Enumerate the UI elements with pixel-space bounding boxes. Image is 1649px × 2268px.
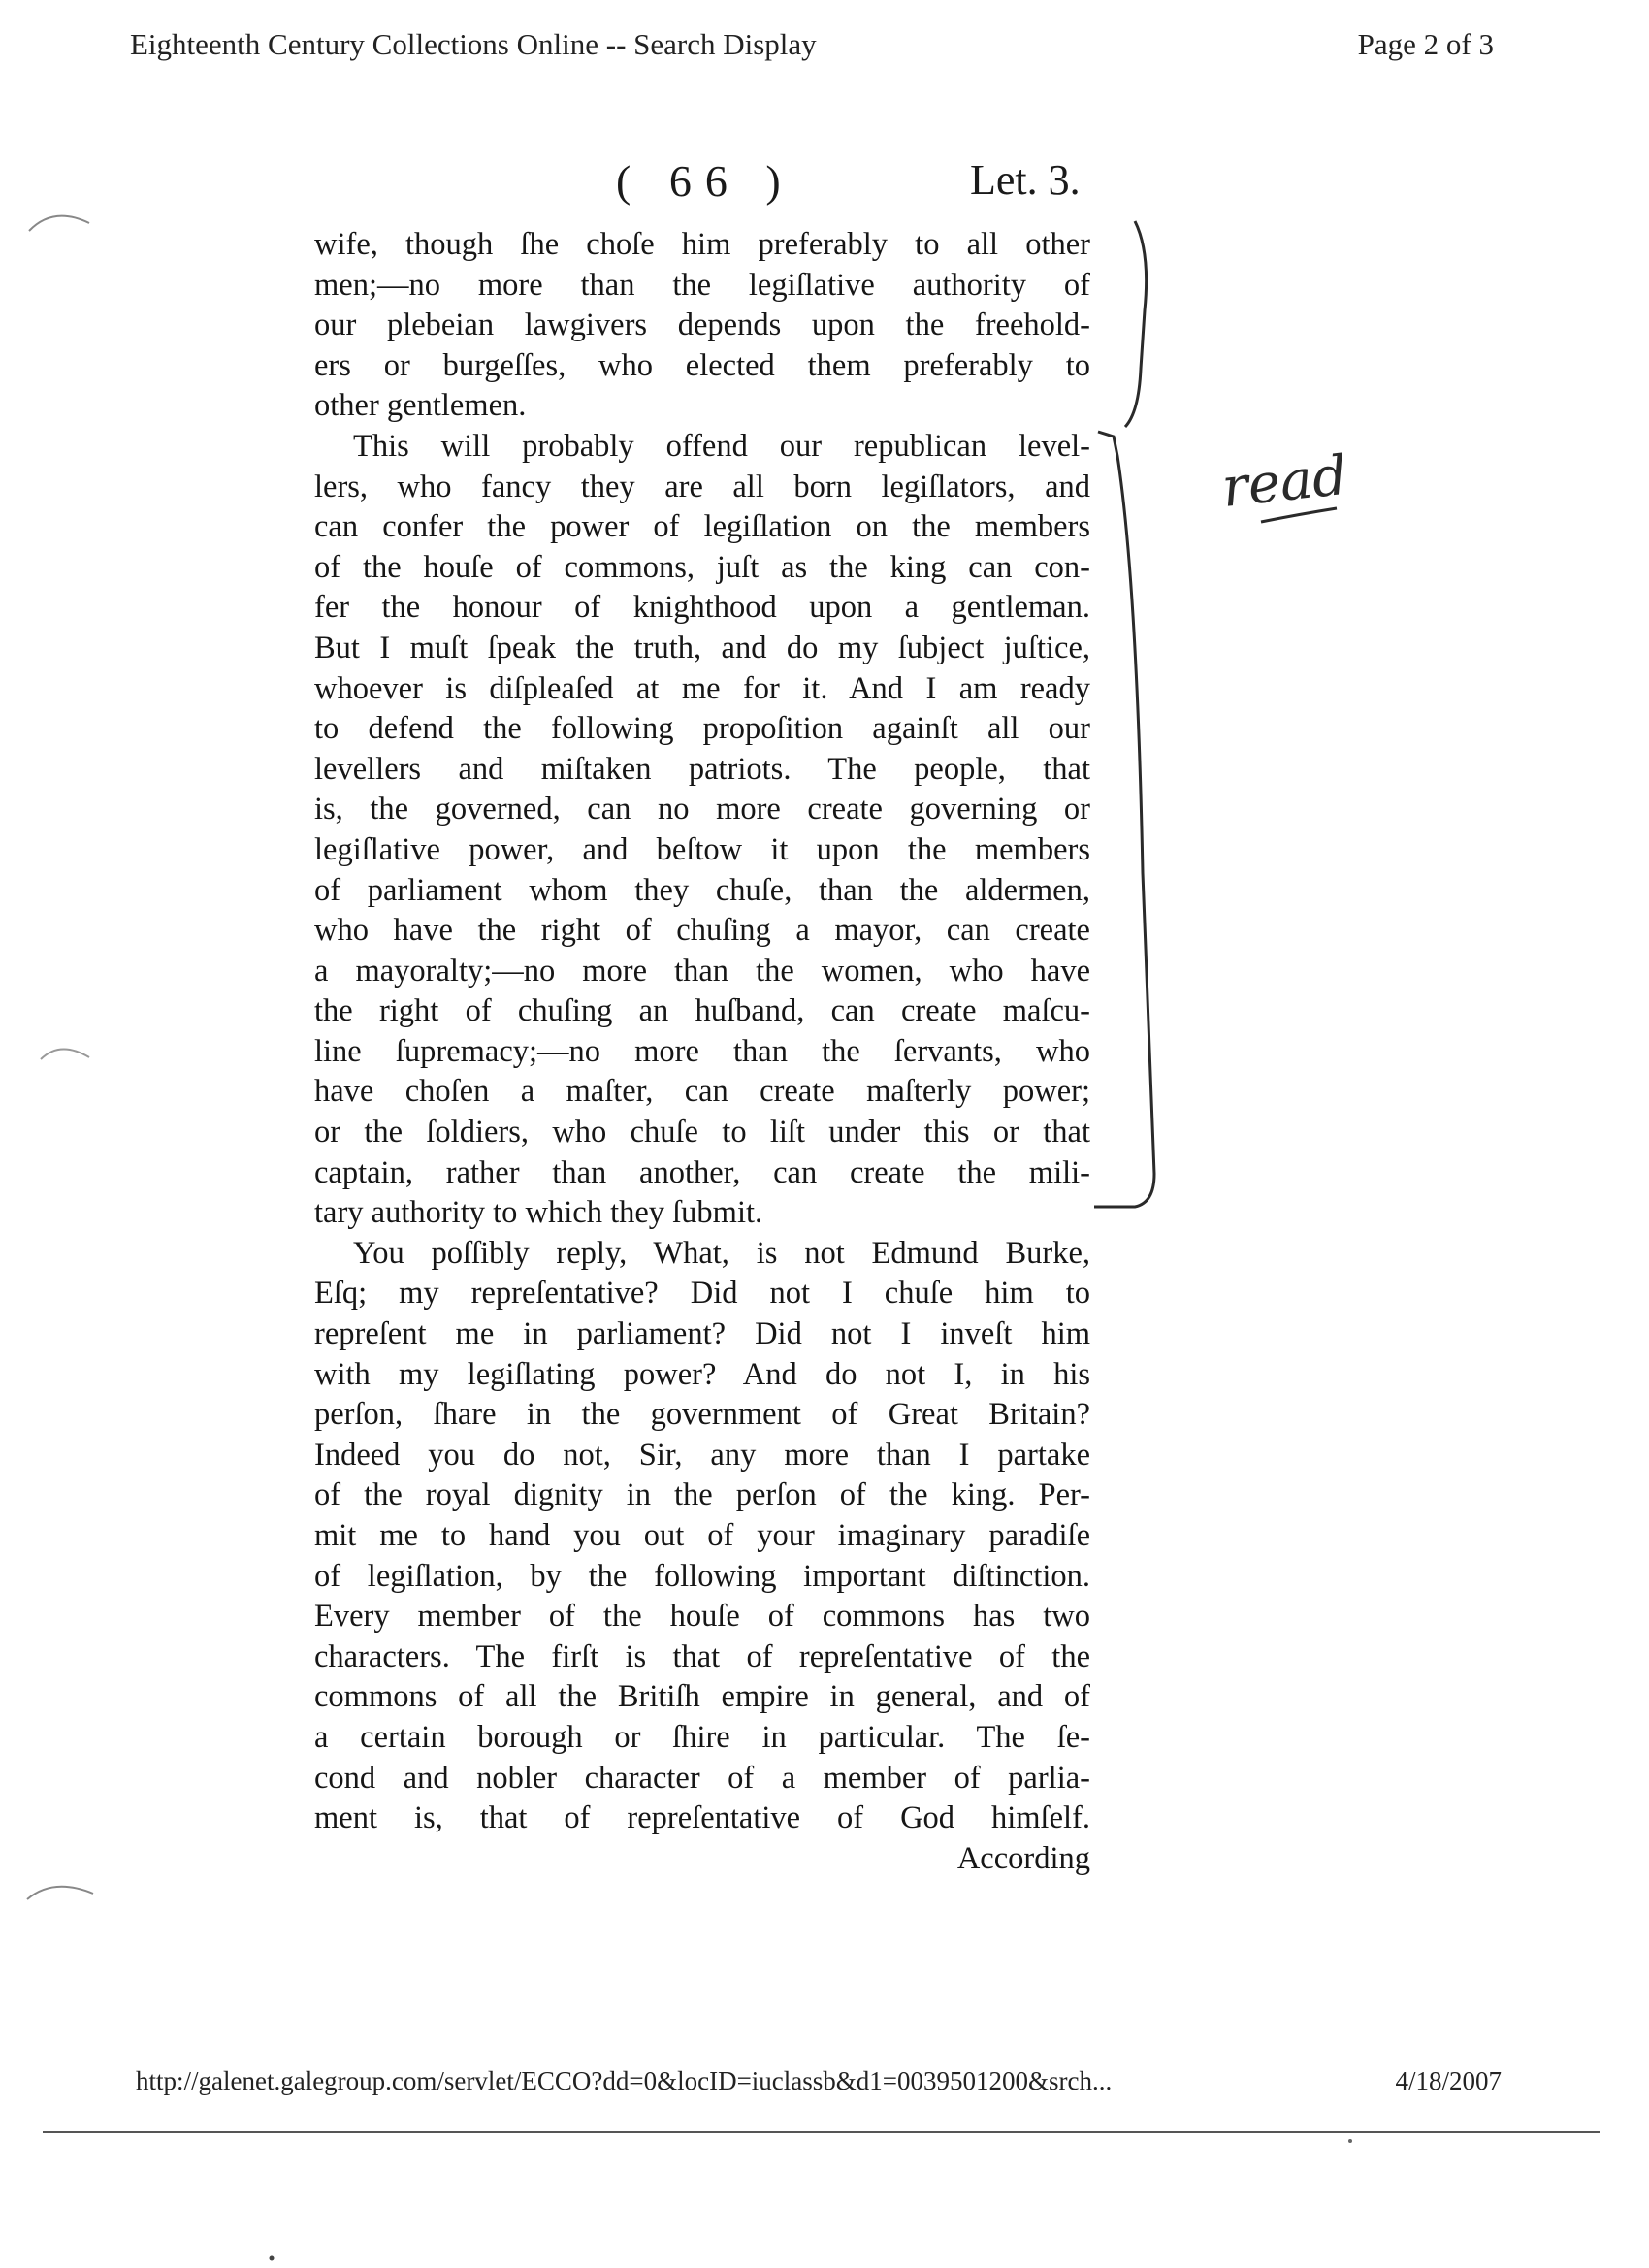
text-line: a certain borough or ſhire in particular. The ſe- (314, 1719, 1090, 1755)
footer-divider (43, 2131, 1600, 2133)
text-line: But I muſt ſpeak the truth, and do my ſubject juſtice, (314, 630, 1090, 665)
text-line: ers or burgeſſes, who elected them preferably to (314, 347, 1090, 383)
text-line: who have the right of chuſing a mayor, can create (314, 913, 1090, 949)
text-line: ment is, that of repreſentative of God himſelf. (314, 1800, 1090, 1836)
text-line: of parliament whom they chuſe, than the aldermen, (314, 872, 1090, 908)
text-line: have choſen a maſter, can create maſterly power; (314, 1074, 1090, 1110)
text-line: characters. The firſt is that of repreſentative of the (314, 1638, 1090, 1674)
text-line: Indeed you do not, Sir, any more than I partake (314, 1437, 1090, 1473)
text-line: or the ſoldiers, who chuſe to liſt under this or that (314, 1115, 1090, 1150)
footer-url: http://galenet.galegroup.com/servlet/ECCO?dd=0&locID=iuclassb&d1=0039501200&srch... (136, 2066, 1113, 2095)
text-line: mit me to hand you out of your imaginary paradiſe (314, 1518, 1090, 1553)
page-indicator: Page 2 of 3 (1357, 27, 1494, 61)
text-line: a mayoralty;—no more than the women, who have (314, 953, 1090, 988)
text-line: repreſent me in parliament? Did not I inveſt him (314, 1316, 1090, 1352)
text-line: the right of chuſing an huſband, can create maſcu- (314, 993, 1090, 1029)
margin-bracket-upper (1125, 221, 1147, 427)
footer-date: 4/18/2007 (1395, 2066, 1502, 2095)
text-line: You poſſibly reply, What, is not Edmund Burke, (353, 1235, 1090, 1271)
speck (270, 2256, 275, 2261)
punch-hole-mark (27, 1887, 93, 1899)
text-line: to defend the following propoſition againſt all our (314, 711, 1090, 747)
speck (1348, 2139, 1352, 2143)
body-text (314, 225, 1090, 1879)
text-line: whoever is diſpleaſed at me for it. And I am ready (314, 670, 1090, 706)
text-line: of the royal dignity in the perſon of the king. Per- (314, 1477, 1090, 1513)
punch-hole-mark (41, 1049, 89, 1059)
text-line: other gentlemen. (314, 388, 527, 424)
text-line: wife, though ſhe choſe him preferably to all other (314, 227, 1090, 262)
page-number: ( 66 ) (616, 156, 794, 206)
text-line: Every member of the houſe of commons has two (314, 1599, 1090, 1635)
catchword: According (956, 1840, 1090, 1876)
text-line: of the houſe of commons, juſt as the king can con- (314, 549, 1090, 585)
text-line: Eſq; my repreſentative? Did not I chuſe him to (314, 1276, 1090, 1312)
letter-number: Let. 3. (970, 156, 1081, 204)
text-line: fer the honour of knighthood upon a gentleman. (314, 590, 1090, 626)
text-line: legiſlative power, and beſtow it upon the members (314, 831, 1090, 867)
text-line: of legiſlation, by the following important diſtinction. (314, 1558, 1090, 1594)
header-title: Eighteenth Century Collections Online -- Search Display (130, 27, 817, 61)
text-line: levellers and miſtaken patriots. The people, that (314, 751, 1090, 787)
margin-bracket-lower (1094, 432, 1154, 1207)
page-heading (310, 155, 1096, 213)
text-line: This will probably offend our republican level- (353, 428, 1090, 464)
text-line: tary authority to which they ſubmit. (314, 1195, 763, 1231)
text-line: men;—no more than the legiſlative authority of (314, 267, 1090, 303)
text-line: can confer the power of legiſlation on the members (314, 509, 1090, 545)
text-line: our plebeian lawgivers depends upon the freehold- (314, 308, 1090, 343)
margin-note-underline (1261, 508, 1337, 522)
text-line: with my legiſlating power? And do not I, in his (314, 1356, 1090, 1392)
text-line: captain, rather than another, can create the mili- (314, 1154, 1090, 1190)
text-line: line ſupremacy;—no more than the ſervants, who (314, 1033, 1090, 1069)
text-line: lers, who fancy they are all born legiſlators, and (314, 469, 1090, 504)
text-line: perſon, ſhare in the government of Great Britain? (314, 1397, 1090, 1433)
text-line: cond and nobler character of a member of parlia- (314, 1760, 1090, 1796)
text-line: commons of all the Britiſh empire in general, and of (314, 1679, 1090, 1715)
text-line: is, the governed, can no more create governing or (314, 792, 1090, 827)
margin-note: read (1218, 443, 1350, 520)
punch-hole-mark (29, 216, 89, 231)
